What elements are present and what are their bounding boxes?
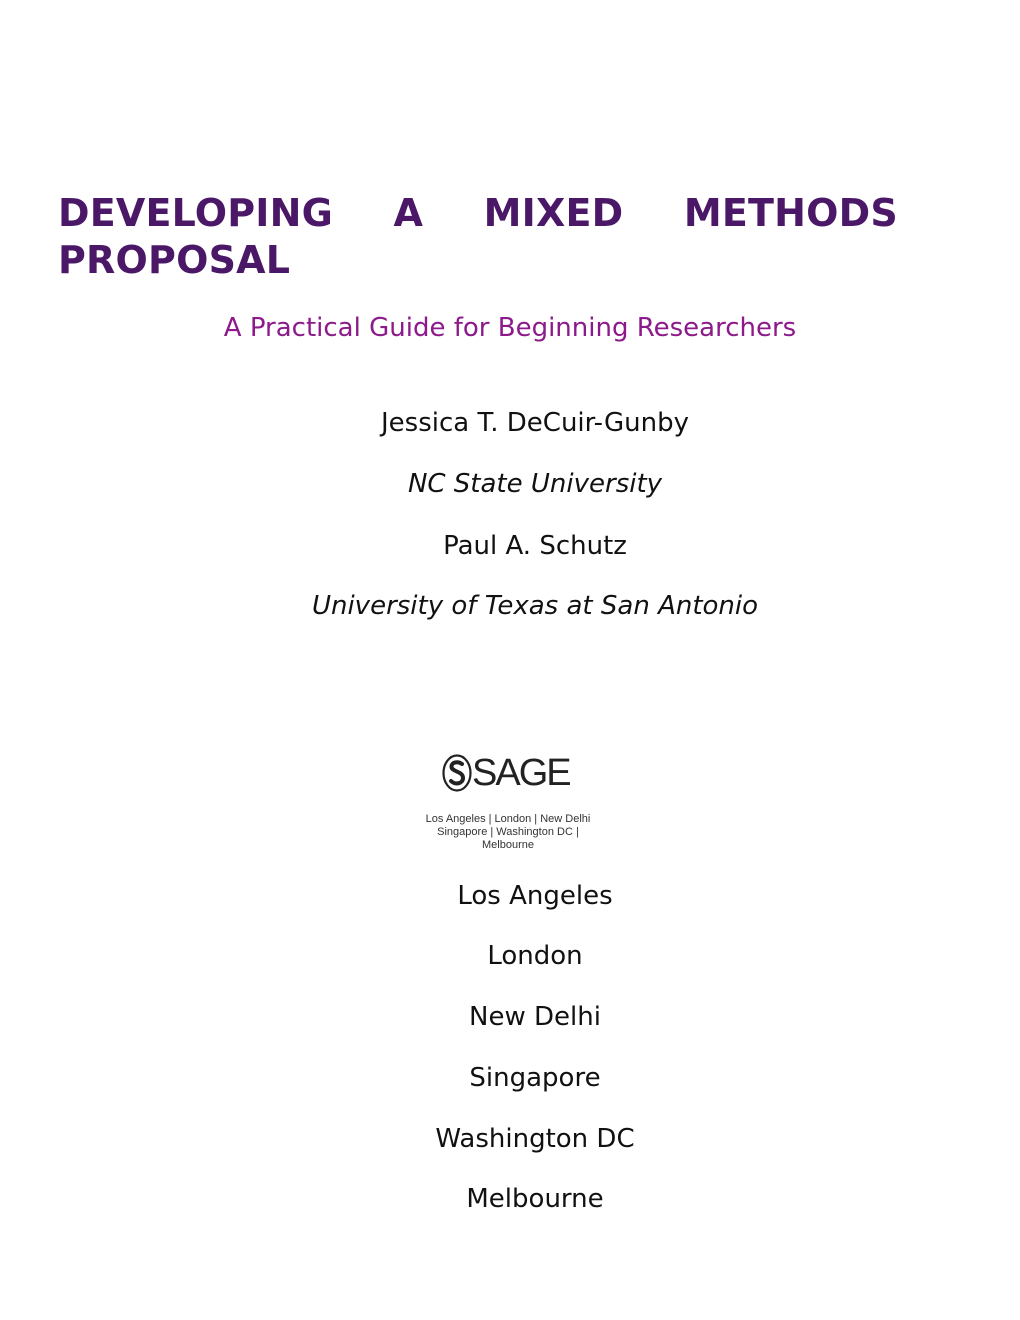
city-london: London bbox=[487, 941, 583, 971]
city-washington-dc: Washington DC bbox=[435, 1124, 635, 1154]
city-singapore: Singapore bbox=[469, 1063, 601, 1093]
author-name-2: Paul A. Schutz bbox=[443, 531, 627, 561]
publisher-logo-cities-line1: Los Angeles | London | New Delhi bbox=[425, 813, 591, 825]
book-subtitle: A Practical Guide for Beginning Researchers bbox=[223, 313, 797, 343]
publisher-logo bbox=[410, 750, 610, 851]
city-los-angeles: Los Angeles bbox=[457, 881, 613, 911]
author-affiliation-1: NC State University bbox=[407, 469, 663, 499]
author-affiliation-2: University of Texas at San Antonio bbox=[311, 591, 759, 621]
city-new-delhi: New Delhi bbox=[469, 1002, 601, 1032]
publisher-logo-cities-line2: Singapore | Washington DC | Melbourne bbox=[437, 826, 579, 851]
sage-s-icon bbox=[442, 754, 472, 792]
publisher-logo-text: SAGE bbox=[472, 752, 570, 794]
city-melbourne: Melbourne bbox=[466, 1184, 604, 1214]
author-name-1: Jessica T. DeCuir-Gunby bbox=[380, 408, 690, 438]
book-title: DEVELOPING A MIXED METHODS PROPOSAL bbox=[58, 191, 898, 282]
